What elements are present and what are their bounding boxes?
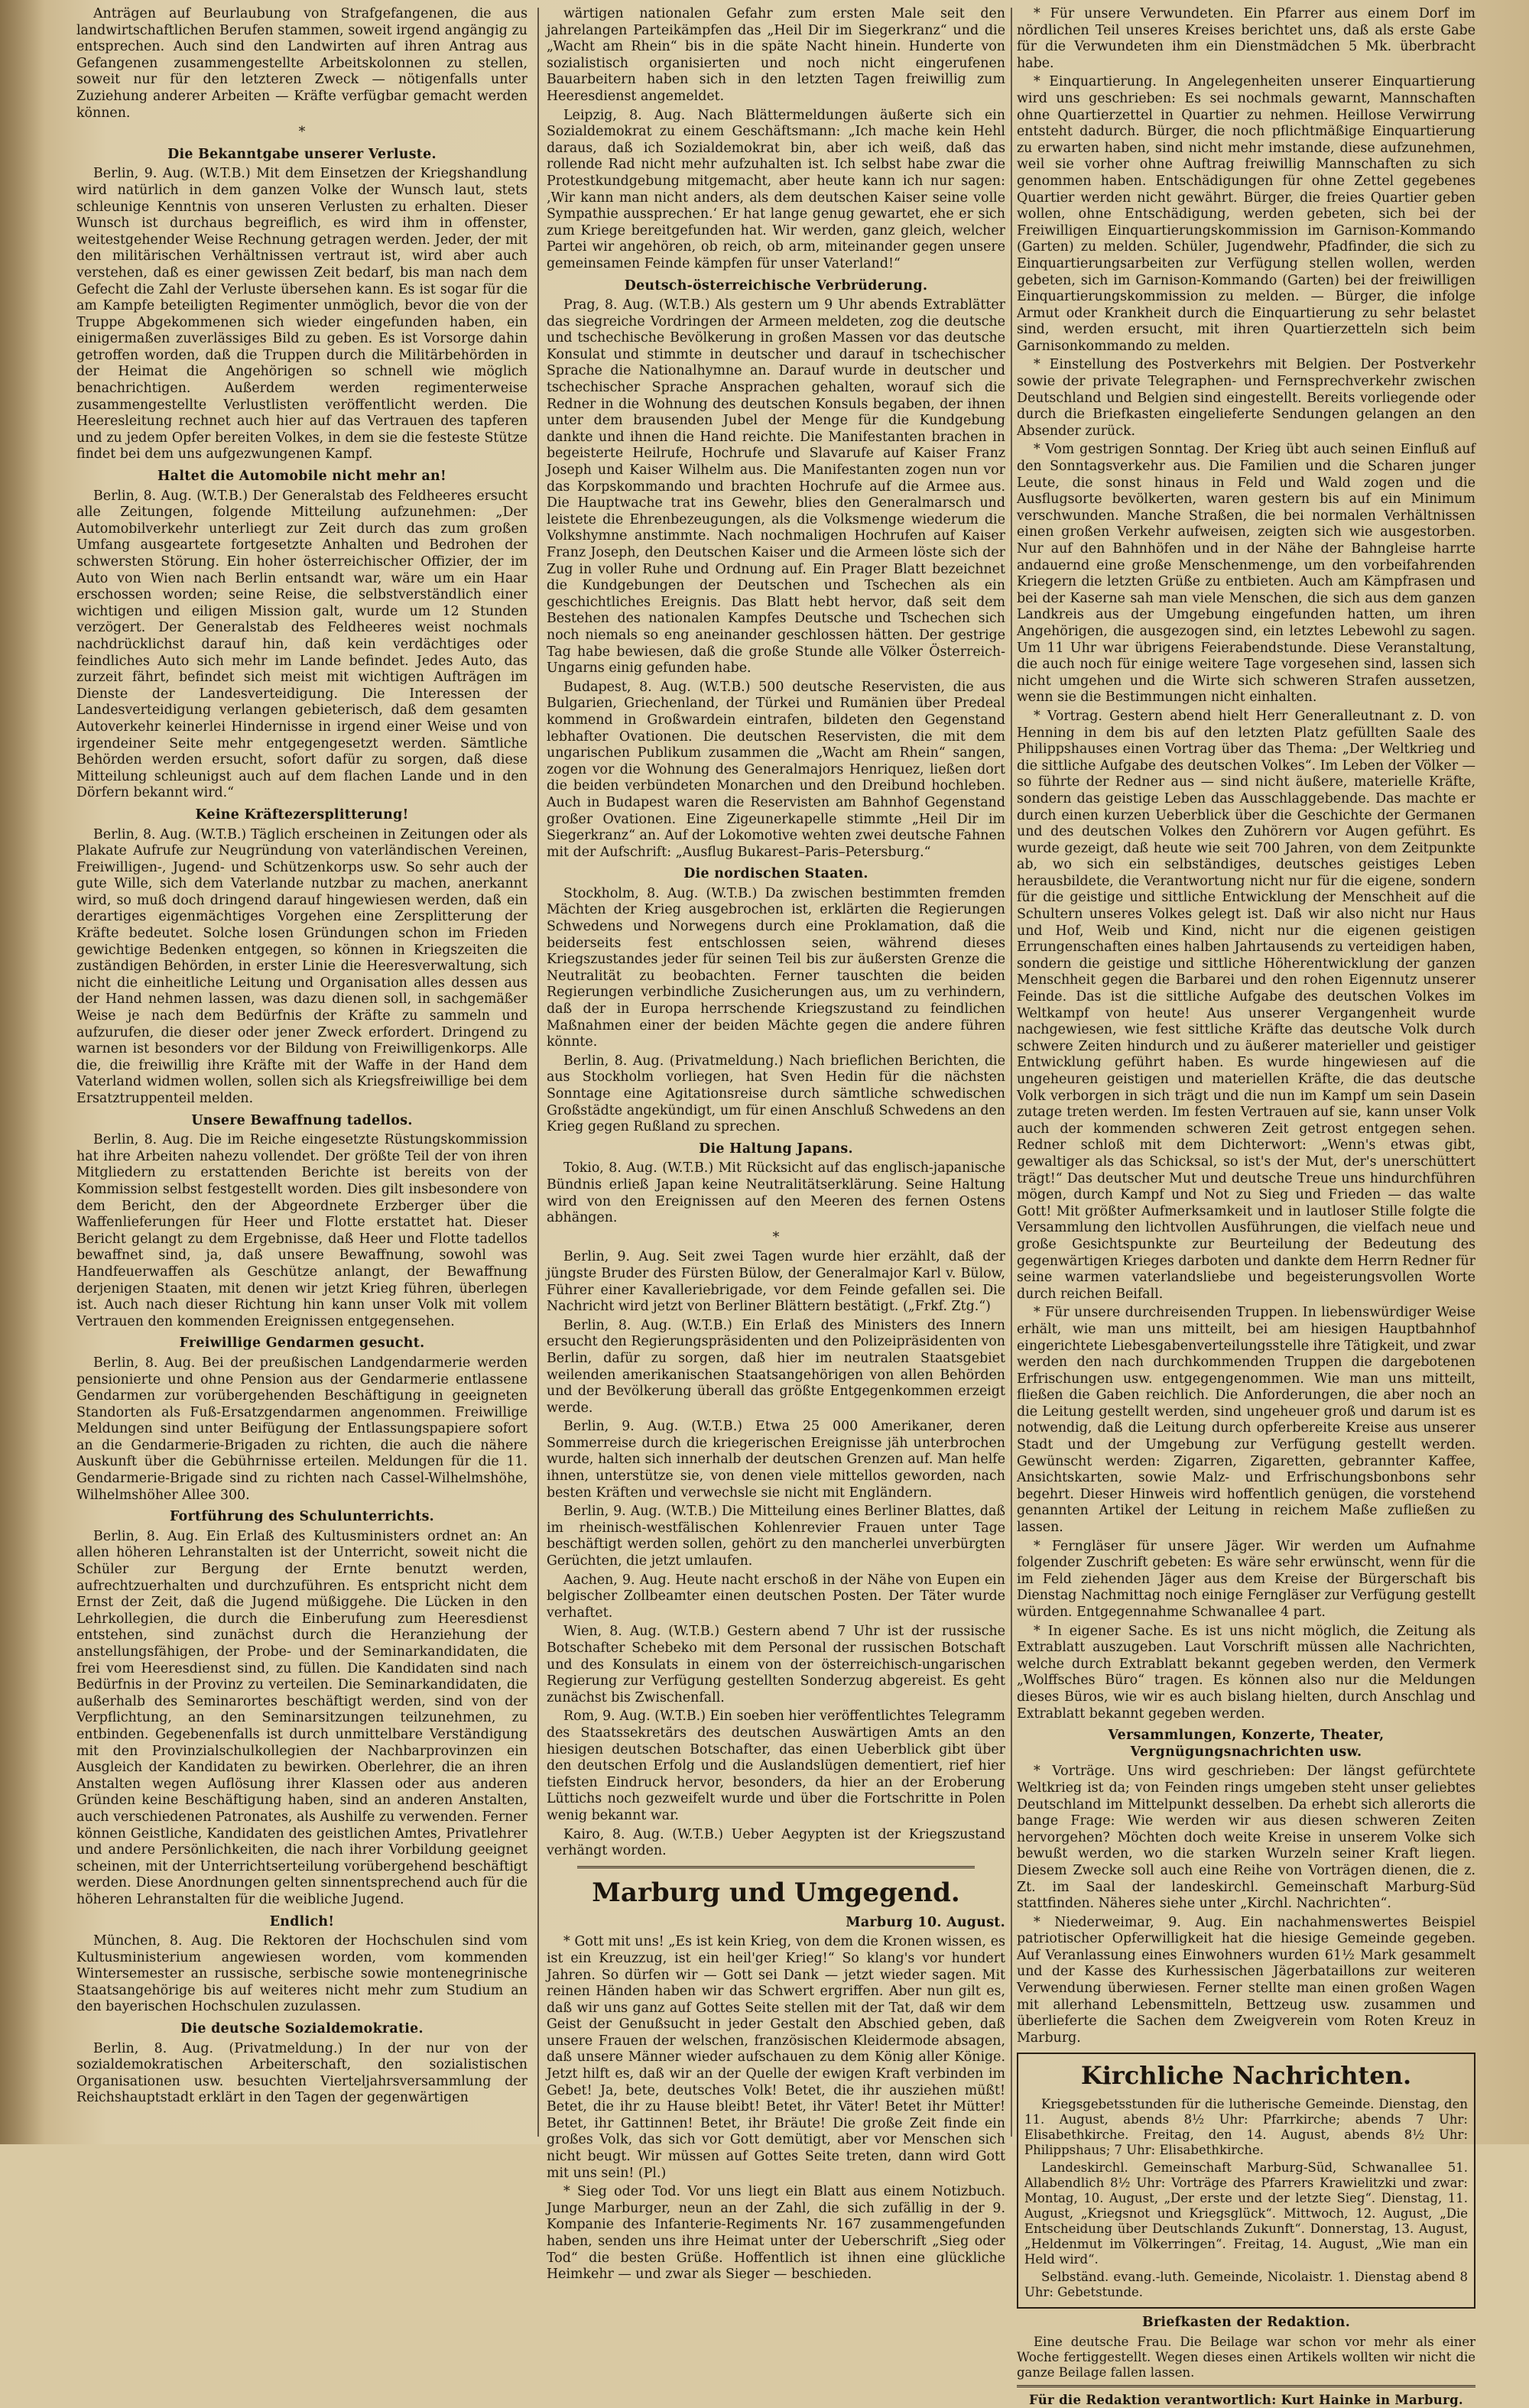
section-heading: Haltet die Automobile nicht mehr an! <box>157 469 446 485</box>
paragraph: Berlin, 8. Aug. (W.T.B.) Der Generalstab des Feldheeres ersucht alle Zeitungen, folgende Mitteilung aufzunehmen: „Der Automobilverkehr unterliegt zur Zeit durch das zum großen Umfang ausgeartete fortgesetzte Anhalten und Bedrohen der schwersten Störung. Ein hoher österreichischer Offizier, der im Auto von Wien nach Berlin entsandt war, wäre um ein Haar erschossen worden; seine Reise, die selbstverständlich einer wichtigen und eiligen Mission galt, wurde um 12 Stunden verzögert. Der Generalstab des Feldheeres weist nochmals nachdrücklichst darauf hin, daß kein verdächtiges oder feindliches Auto sich mehr im Lande befindet. Jedes Auto, das zurzeit fährt, befindet sich meist mit wichtigen Aufträgen im Dienste der Landesverteidigung. Die Interessen der Landesverteidigung verlangen gebieterisch, daß dem gesamten Autoverkehr keinerlei Hindernisse in irgend einer Weise und von irgendeiner Seite mehr entgegengesetzt werden. Sämtliche Behörden werden ersucht, sofort dafür zu sorgen, daß diese Mitteilung schleunigst auch auf dem flachen Lande und in den Dörfern bekannt wird.“ <box>76 488 528 801</box>
paragraph: Rom, 9. Aug. (W.T.B.) Ein soeben hier veröffentlichtes Telegramm des Staatssekretärs des deutschen Auswärtigen Amts an den hiesigen deutschen Botschafter, das einen Ueberblick gibt über den deutschen Erfolg und die Auslandslügen dementiert, rief hier tiefsten Eindruck hervor, besonders, da hier an der Eroberung Lüttichs noch gezweifelt wurde und über die Fortschritte in Polen wenig bekannt war. <box>547 1709 1005 1823</box>
paragraph: Berlin, 8. Aug. (W.T.B.) Täglich erscheinen in Zeitungen oder als Plakate Aufrufe zur Neugründung von vaterländischen Vereinen, Freiwilligen-, Jugend- und Schützenkorps usw. So sehr auch der gute Wille, sich dem Vaterlande nutzbar zu machen, anerkannt wird, so muß doch dringend darauf hingewiesen werden, daß ein derartiges eigenmächtiges Vorgehen eine Zersplitterung der Kräfte bedeutet. Solche losen Gründungen schon im Frieden gewichtige Bedenken entgegen, so können in Kriegszeiten die zuständigen Behörden, in erster Linie die Heeresverwaltung, sich nicht die einheitliche Leitung und Organisation alles dessen aus der Hand nehmen lassen, was dazu dienen soll, in sachgemäßer Weise je nach dem Bedürfnis der Kräfte zu sammeln und aufzurufen, die dieser oder jener Zweck erfordert. Dringend zu warnen ist besonders vor der Bildung von Freiwilligenkorps. Alle die, die freiwillig ihre Kräfte mit der Waffe in der Hand dem Vaterland widmen wollen, sollen sich als Kriegsfreiwillige bei dem Ersatztruppenteil melden. <box>76 826 528 1106</box>
section-heading: Freiwillige Gendarmen gesucht. <box>179 1335 425 1352</box>
church-news-box <box>1017 2053 1475 2309</box>
paragraph: wärtigen nationalen Gefahr zum ersten Male seit den jahrelangen Parteikämpfen das „Heil Dir im Siegerkranz“ und die „Wacht am Rhein“ bis in die späte Nacht hinein. Hunderte von sozialistisch organisierten und noch nicht eingerufenen Bauarbeitern haben sich in den letzten Tagen freiwillig zum Heeresdienst angemeldet. <box>547 6 1005 104</box>
paragraph: * Vortrag. Gestern abend hielt Herr Generalleutnant z. D. von Henning in dem bis auf den letzten Platz gefüllten Saale des Philippshauses einen Vortrag über das Thema: „Der Weltkrieg und die sittliche Aufgabe des deutschen Volkes“. Im Leben der Völker — so führte der Redner aus — sind nicht äußere, materielle Kräfte, sondern das geistige Leben das Ausschlaggebende. Das machte er durch einen kurzen Ueberblick über die Geschichte der Germanen und des deutschen Volkes den Zuhörern vor Augen geführt. Es wurde gezeigt, daß heute wie seit 700 Jahren, von dem Zeitpunkte ab, wo sich ein selbständiges, deutsches geistiges Leben herausbildete, die Verantwortung nicht nur für die eigene, sondern für die geistige und sittliche Entwicklung der Menschheit auf die Schultern unseres Volkes gelegt ist. Daß wir also nicht nur Haus und Hof, Weib und Kind, nicht nur die eigenen geistigen Errungenschaften eines halben Jahrtausends zu verteidigen haben, sondern die geistige und sittliche Höherentwicklung der ganzen Menschheit gegen die Barbarei und den rohen Eigennutz unserer Feinde. Das ist die sittliche Aufgabe des deutschen Volkes im Weltkampf von heute! Aus unserer Vergangenheit wurde nachgewiesen, wie fest sittliche Kräfte das deutsche Volk durch schwere Zeiten hindurch und zu äußerer materieller und geistiger Entwicklung geführt haben. Es wurde hingewiesen auf die ungeheuren geistigen und materiellen Kräfte, die das deutsche Volk verborgen in sich trägt und die nun im Kampf um sein Dasein zutage treten werden. Im festen Vertrauen auf sie, kann unser Volk auch der kommenden schweren Zeit getrost entgegen sehen. Redner schloß mit dem Dichterwort: „Wenn's etwas gibt, gewaltiger als das Schicksal, so ist's der Mut, der's unerschüttert trägt!“ Das deutscher Mut und deutsche Treue uns hindurchführen mögen, durch Kampf und Not zu Sieg und Frieden — das walte Gott! Mit größter Aufmerksamkeit und in lautloser Stille folgte die Versammlung den lichtvollen Ausführungen, die vielfach neue und große Gesichtspunkte zur Beurteilung der Bedeutung des gegenwärtigen Krieges darboten und dankte dem Herrn Redner für seine warmen vaterlandsliebe und begeisterungsvollen Worte durch reichen Beifall. <box>1017 708 1475 1302</box>
paragraph: * Gott mit uns! „Es ist kein Krieg, von dem die Kronen wissen, es ist ein Kreuzzug, ist ein heil'ger Krieg!“ So klang's vor hundert Jahren. So dürfen wir — Gott sei Dank — jetzt wieder sagen. Mit reinen Händen haben wir das Schwert ergriffen. Aber nun gilt es, daß wir uns ganz auf Gottes Seite stellen mit der Tat, daß wir dem Geist der Genußsucht in jeder Gestalt den Abschied geben, daß unsere Frauen der welschen, französischen Kleidermode absagen, daß unsere Männer wieder aufschauen zu dem König aller Könige. Jetzt hilft es, daß wir an der Quelle der ewigen Kraft verbinden im Gebet! Ja, bete, deutsches Volk! Betet, die ihr ausziehen müßt! Betet, die ihr zu Hause bleibt! Betet, ihr Väter! Betet ihr Mütter! Betet, ihr Gattinnen! Betet, ihr Bräute! Die große Zeit finde ein großes Volk, das sich vor Gott demütigt, aber vor Menschen sich nicht beugt. Wir müssen auf Gottes Seite treten, dann wird Gott mit uns sein! (Pl.) <box>547 1934 1005 2181</box>
paragraph: * Für unsere durchreisenden Truppen. In liebenswürdiger Weise erhält, wie man uns mitteilt, bei am hiesigen Hauptbahnhof eingerichtete Liebesgabenverteilungsstelle ihre Tätigkeit, und zwar werden den nach durchkommenden Truppen die dargebotenen Erfrischungen usw. entgegengenommen. Wie man uns mitteilt, fließen die Gaben reichlich. Die Anforderungen, die aber noch an die Leitung gestellt werden, sind ungeheuer groß und darum ist es notwendig, daß die Leitung durch opferbereite Kreise aus unserer Stadt und der Umgebung zur Verfügung gestellt werden. Gewünscht werden: Zigarren, Zigaretten, gebrannter Kaffee, Ansichtskarten, sowie Malz- und Erfrischungsbonbons sehr begehrt. Dieser Hinweis wird hoffentlich genügen, die vorstehend genannten Artikel der Leitung in reichem Maße zufließen zu lassen. <box>1017 1305 1475 1536</box>
section-heading: Die Haltung Japans. <box>699 1141 853 1157</box>
divider <box>577 1866 975 1868</box>
paragraph: * In eigener Sache. Es ist uns nicht möglich, die Zeitung als Extrablatt auszugeben. Laut Vorschrift müssen alle Nachrichten, welche durch Extrablatt bekannt gegeben werden, den Vermerk „Wolffsches Büro“ tragen. Es können also nur die Meldungen dieses Büros, wie wir es auch bislang hielten, durch Anschlag und Extrablatt bekannt gegeben werden. <box>1017 1623 1475 1722</box>
column-rule <box>537 8 539 2137</box>
paragraph: Berlin, 8. Aug. Die im Reiche eingesetzte Rüstungskommission hat ihre Arbeiten nahezu vollendet. Der größte Teil der von ihren Mitgliedern zu erstattenden Berichte ist bereits von der Kommission selbst festgestellt worden. Dies gilt insbesondere von dem Bericht, den der Abgeordnete Erzberger über die Waffenlieferungen für Heer und Flotte erstattet hat. Dieser Bericht gelangt zu dem Ergebnisse, daß Heer und Flotte tadellos bewaffnet sind, ja, daß unsere Bewaffnung, sowohl was Handfeuerwaffen als Geschütze anlangt, der Bewaffnung derjenigen Staaten, mit denen wir jetzt Krieg führen, überlegen ist. Auch nach dieser Richtung hin kann unser Volk mit vollem Vertrauen den kommenden Ereignissen entgegensehen. <box>76 1132 528 1329</box>
paragraph: Kriegsgebetsstunden für die lutherische Gemeinde. Dienstag, den 11. August, abends 8½ Uhr: Pfarrkirche; abends 7 Uhr: Elisabethkirche. Freitag, den 14. August, abends 8½ Uhr: Philippshaus; 7 Uhr: Elisabethkirche. <box>1024 2097 1468 2158</box>
paragraph: * Einstellung des Postverkehrs mit Belgien. Der Postverkehr sowie der private Telegraphen- und Fernsprechverkehr zwischen Deutschland und Belgien sind eingestellt. Bereits vorliegende oder durch die Briefkasten eingelieferte Sendungen gelangen an den Absender zurück. <box>1017 357 1475 439</box>
page-fold-shadow <box>0 0 44 2144</box>
paragraph: Berlin, 8. Aug. (W.T.B.) Ein Erlaß des Ministers des Innern ersucht den Regierungspräsidenten und den Polizeipräsidenten von Berlin, dafür zu sorgen, daß hier im neutralen Staatsgebiet weilenden amerikanischen Staatsangehörigen von allen Behörden und der Bevölkerung überall das größte Entgegenkommen erzeigt werde. <box>547 1317 1005 1416</box>
paragraph: Aachen, 9. Aug. Heute nacht erschoß in der Nähe von Eupen ein belgischer Zollbeamter einen deutschen Posten. Der Täter wurde verhaftet. <box>547 1572 1005 1621</box>
paragraph: Wien, 8. Aug. (W.T.B.) Gestern abend 7 Uhr ist der russische Botschafter Schebeko mit dem Personal der russischen Botschaft und des Konsulats in einem von der österreichisch-ungarischen Regierung zur Verfügung gestellten Sonderzug abgereist. Es geht zunächst bis Zwischenfall. <box>547 1624 1005 1705</box>
paragraph: Tokio, 8. Aug. (W.T.B.) Mit Rücksicht auf das englisch-japanische Bündnis erließ Japan keine Neutralitätserklärung. Seine Haltung wird von den Ereignissen auf den Meeren des fernen Ostens abhängen. <box>547 1160 1005 1226</box>
paragraph: München, 8. Aug. Die Rektoren der Hochschulen sind vom Kultusministerium angewiesen worden, vom kommenden Wintersemester an russische, serbische sowie montenegrinische Staatsangehörige bis auf weiteres nicht mehr zum Studium an den bayerischen Hochschulen zuzulassen. <box>76 1933 528 2015</box>
column-right <box>1017 6 1475 2408</box>
separator: * <box>772 1229 780 1245</box>
paragraph: Berlin, 9. Aug. (W.T.B.) Etwa 25 000 Amerikaner, deren Sommerreise durch die kriegerischen Ereignisse jäh unterbrochen wurde, halten sich innerhalb der deutschen Grenzen auf. Man helfe ihnen, unterstütze sie, von denen viele mittellos geworden, nach besten Kräften und verwechsle sie nicht mit Engländern. <box>547 1419 1005 1501</box>
paragraph: Berlin, 8. Aug. (Privatmeldung.) In der nur von der sozialdemokratischen Arbeiterschaft, den sozialistischen Organisationen usw. besuchten Vierteljahrsversammlung der Reichshauptstadt erklärt in den Tagen der gegenwärtigen <box>76 2040 528 2106</box>
column-middle <box>547 6 1005 2283</box>
paragraph: Anträgen auf Beurlaubung von Strafgefangenen, die aus landwirtschaftlichen Berufen stammen, soweit irgend angängig zu entsprechen. Auch sind den Landwirten auf ihren Antrag aus Gefangenen zusammengestellte Arbeitskolonnen zu stellen, soweit nur für den letzteren Zweck — nötigenfalls unter Zuziehung anderer Arbeiten — Kräfte verfügbar gemacht werden können. <box>76 6 528 121</box>
section-heading: Briefkasten der Redaktion. <box>1141 2315 1351 2331</box>
section-heading: Die deutsche Sozialdemokratie. <box>180 2021 424 2037</box>
paragraph: Berlin, 9. Aug. (W.T.B.) Mit dem Einsetzen der Kriegshandlung wird natürlich in dem ganzen Volke der Wunsch laut, stets schleunige Kenntnis von unseren Verlusten zu erhalten. Dieser Wunsch ist durchaus begreiflich, es wird ihm in offenster, weitestgehender Weise Rechnung getragen werden. Jeder, der mit den militärischen Verhältnissen vertraut ist, wird aber auch verstehen, daß es einer gewissen Zeit bedarf, bis man nach dem Gefecht die Zahl der Verluste übersehen kann. Es ist sogar für die am Kampfe beteiligten Regimenter unmöglich, bevor die von der Truppe Abgekommenen sich wieder eingefunden haben, ein einigermaßen zuverlässiges Bild zu geben. Es ist Vorsorge dahin getroffen worden, daß die Truppen durch die Militärbehörden in der Heimat die Angehörigen so schnell wie möglich benachrichtigen. Außerdem werden regimenterweise zusammengestellte Verlustlisten veröffentlicht werden. Die Heeresleitung rechnet auch hier auf das Vertrauen des tapferen und zu jedem Opfer bereiten Volkes, in dem sie die festeste Stütze findet bei dem uns aufgezwungenen Kampf. <box>76 166 528 462</box>
paragraph: Landeskirchl. Gemeinschaft Marburg-Süd, Schwanallee 51. Allabendlich 8½ Uhr: Vorträge des Pfarrers Krawielitzki und zwar: Montag, 10. August, „Der erste und der letzte Sieg“. Dienstag, 11. August, „Kriegsnot und Kriegsglück“. Mittwoch, 12. August, „Die Entscheidung über Deutschlands Zukunft“. Donnerstag, 13. August, „Heldenmut im Völkerringen“. Freitag, 14. August, „Wie man ein Held wird“. <box>1024 2160 1468 2267</box>
paragraph: Berlin, 8. Aug. Ein Erlaß des Kultusministers ordnet an: An allen höheren Lehranstalten ist der Unterricht, soweit nicht die Schüler zur Bergung der Ernte benutzt werden, aufrechtzuerhalten und durchzuführen. Es entspricht nicht dem Ernst der Zeit, daß die Jugend müßiggehe. Die Lücken in den Lehrkollegien, die durch die Einberufung zum Heeresdienst entstehen, sind zunächst durch die Heranziehung der anstellungsfähigen, der Probe- und der Seminarkandidaten, die frei vom Heeresdienst sind, zu füllen. Die Kandidaten sind nach Bedürfnis in der Provinz zu verteilen. Die Seminarkandidaten, die außerhalb des Seminarortes beschäftigt werden, sind von der Verpflichtung, an den Seminarsitzungen teilzunehmen, zu entbinden. Gegebenenfalls ist durch unmittelbare Verständigung mit den Provinzialschulkollegien der Nachbarprovinzen ein Ausgleich der Kandidaten zu bewirken. Oberlehrer, die an ihren Anstalten wegen Auflösung ihrer Klassen oder aus anderen Gründen keine Beschäftigung haben, sind an anderen Anstalten, auch verschiedenen Patronates, als Aushilfe zu verwenden. Ferner können Geistliche, Kandidaten des geistlichen Amtes, Privatlehrer und andere Persönlichkeiten, die nach ihrer Vorbildung geeignet scheinen, mit der Unterrichtserteilung vorübergehend beschäftigt werden. Diese Anordnungen gelten sinnentsprechend auch für die höheren Lehranstalten für die weibliche Jugend. <box>76 1528 528 1907</box>
column-rule <box>1011 8 1012 2137</box>
paragraph: * Sieg oder Tod. Vor uns liegt ein Blatt aus einem Notizbuch. Junge Marburger, neun an der Zahl, die sich zufällig in der 9. Kompanie des Infanterie-Regiments Nr. 167 zusammengefunden haben, senden uns ihre Heimat unter der Ueberschrift „Sieg oder Tod“ die besten Grüße. Hoffentlich ist ihnen eine glückliche Heimkehr — und zwar als Sieger — beschieden. <box>547 2184 1005 2283</box>
paragraph: Kairo, 8. Aug. (W.T.B.) Ueber Aegypten ist der Kriegszustand verhängt worden. <box>547 1826 1005 1859</box>
section-heading: Keine Kräftezersplitterung! <box>195 806 409 823</box>
section-heading: Die Bekanntgabe unserer Verluste. <box>167 146 437 162</box>
column-left <box>76 6 528 2138</box>
paragraph: Berlin, 8. Aug. Bei der preußischen Landgendarmerie werden pensionierte und ohne Pension aus der Gendarmerie entlassene Gendarmen zur vorübergehenden Beschäftigung in geeigneten Standorten als Fuß-Ersatzgendarmen angenommen. Freiwillige Meldungen sind unter Beifügung der Entlassungspapiere sofort an die Gendarmerie-Brigaden zu richten, die auch die nähere Auskunft über die Gebührnisse erteilen. Meldungen für die 11. Gendarmerie-Brigade sind zu richten nach Cassel-Wilhelmshöhe, Wilhelmshöher Allee 300. <box>76 1355 528 1503</box>
section-heading: Deutsch-österreichische Verbrüderung. <box>624 277 928 294</box>
imprint: Für die Redaktion verantwortlich: Kurt Hainke in Marburg. <box>1029 2393 1463 2408</box>
paragraph: Stockholm, 8. Aug. (W.T.B.) Da zwischen bestimmten fremden Mächten der Krieg ausgebrochen ist, erklärten die Regierungen Schwedens und Norwegens durch eine Proklamation, daß die beiderseits fest entschlossen seien, während dieses Kriegszustandes jeder für seinen Teil bis zur äußersten Grenze die Neutralität zu beobachten. Ferner tauschten die beiden Regierungen verbindliche Zusicherungen aus, um zu verhindern, daß der in Europa herrschende Kriegszustand zu feindlichen Maßnahmen einer der beiden Mächte gegen die andere führen könnte. <box>547 885 1005 1050</box>
dateline: Marburg 10. August. <box>846 1914 1005 1930</box>
section-heading: Endlich! <box>269 1913 335 1929</box>
church-news-title: Kirchliche Nachrichten. <box>1080 2061 1412 2091</box>
section-heading: Die nordischen Staaten. <box>683 866 868 882</box>
separator: * <box>298 125 306 141</box>
paragraph: * Ferngläser für unsere Jäger. Wir werden um Aufnahme folgender Zuschrift gebeten: Es wäre sehr erwünscht, wenn für die im Feld ziehenden Jäger aus dem Kreise der Bürgerschaft bis Dienstag Nachmittag noch einige Ferngläser zur Verfügung gestellt würden. Entgegennahme Schwanallee 4 part. <box>1017 1538 1475 1620</box>
paragraph: Berlin, 9. Aug. (W.T.B.) Die Mitteilung eines Berliner Blattes, daß im rheinisch-westfälischen Kohlenrevier Frauen unter Tage beschäftigt werden sollen, gehört zu den mancherlei unverbürgten Gerüchten, die jetzt umlaufen. <box>547 1504 1005 1569</box>
paragraph: Berlin, 8. Aug. (Privatmeldung.) Nach brieflichen Berichten, die aus Stockholm vorliegen, hat Sven Hedin für die nächsten Sonntage eine Agitationsreise durch sämtliche schwedischen Großstädte angekündigt, um für einen Anschluß Schwedens an den Krieg gegen Rußland zu sprechen. <box>547 1053 1005 1135</box>
paragraph: * Für unsere Verwundeten. Ein Pfarrer aus einem Dorf im nördlichen Teil unseres Kreises berichtet uns, daß als erste Gabe für die Verwundeten ihm ein Dienstmädchen 5 Mk. überbracht habe. <box>1017 6 1475 71</box>
paragraph: Prag, 8. Aug. (W.T.B.) Als gestern um 9 Uhr abends Extrablätter das siegreiche Vordringen der Armeen meldeten, zog die deutsche und tschechische Bevölkerung in großen Massen vor das deutsche Konsulat und stimmte in deutscher und darauf in tschechischer Sprache die Nationalhymne an. Darauf wurde in deutscher und tschechischer Sprache Ansprachen gehalten, worauf sich die Redner in die Wohnung des deutschen Konsuls begaben, der ihnen unter dem brausenden Jubel der Menge für die Kundgebung dankte und ihnen die Hand reichte. Die Manifestanten brachen in begeisterte Heilrufe, Hochrufe und Slavarufe auf Kaiser Franz Joseph und Kaiser Wilhelm aus. Die Manifestanten zogen nun vor das Korpskommando und brachten Hochrufe auf die Armee aus. Die Hauptwache trat ins Gewehr, blies den Generalmarsch und leistete die Ehrenbezeugungen, als die Volksmenge wiederum die Volkshymne anstimmte. Nach nochmaligen Hochrufen auf Kaiser Franz Joseph, den Deutschen Kaiser und die Armeen löste sich der Zug in voller Ruhe und Ordnung auf. Ein Prager Blatt bezeichnet die Kundgebungen der Deutschen und Tschechen als ein geschichtliches Ereignis. Das Blatt hebt hervor, daß seit dem Bestehen des nationalen Kampfes Deutsche und Tschechen sich noch niemals so eng aneinander geschlossen hätten. Der gestrige Tag habe bewiesen, daß die große Stunde alle Völker Österreich-Ungarns einig gefunden habe. <box>547 297 1005 677</box>
paragraph: * Vom gestrigen Sonntag. Der Krieg übt auch seinen Einfluß auf den Sonntagsverkehr aus. Die Familien und die Scharen junger Leute, die sonst hinaus in Feld und Wald zogen und die Ausflugsorte bevölkerten, waren gestern bis auf ein Minimum verschwunden. Manche Straßen, die bei normalen Verhältnissen einen großen Verkehr aufweisen, zeigten sich wie ausgestorben. Nur auf den Bahnhöfen und in der Nähe der Bahngleise harrte andauernd eine große Menschenmenge, um den vorbeifahrenden Kriegern die letzten Grüße zu entbieten. Auch am Kämpfrasen und bei der Kaserne sah man viele Menschen, die sich aus dem ganzen Landkreis aus der Umgebung eingefunden hatten, um ihren Angehörigen, die ausgezogen sind, ein letztes Lebewohl zu sagen. Um 11 Uhr war übrigens Feierabendstunde. Diese Veranstaltung, die auch noch für einige weitere Tage vorgesehen sind, lassen sich nicht umgehen und die Wirte sich schweren Strafen aussetzen, wenn sie die Bestimmungen nicht einhalten. <box>1017 442 1475 706</box>
paragraph: Leipzig, 8. Aug. Nach Blättermeldungen äußerte sich ein Sozialdemokrat zu einem Geschäftsmann: „Ich mache kein Hehl daraus, daß ich Sozialdemokrat bin, aber ich weiß, daß das rollende Rad nicht mehr aufzuhalten ist. Ich selbst habe zwar die Protestkundgebung mitgemacht, aber heute kann ich nur sagen: ‚Wir kann man nicht anders, als dem deutschen Kaiser seine volle Sympathie aussprechen.‘ Er hat lange genug gewartet, ehe er sich zum Kriege bereitgefunden hat. Wir werden, ganz gleich, welcher Partei wir angehören, ob reich, ob arm, miteinander gegen unsere gemeinsamen Feinde kämpfen für unser Vaterland!“ <box>547 107 1005 271</box>
paragraph: * Einquartierung. In Angelegenheiten unserer Einquartierung wird uns geschrieben: Es sei nochmals gewarnt, Mannschaften ohne Quartierzettel in Quartier zu nehmen. Heillose Verwirrung entsteht dadurch. Bürger, die noch pflichtmäßige Einquartierung zu erwarten haben, sind nicht mehr imstande, diese aufzunehmen, weil sie vorher ohne Auftrag freiwillig Mannschaften zu sich genommen haben. Entschädigungen für ohne Zettel gegebenes Quartier werden nicht gewährt. Bürger, die freies Quartier geben wollen, ohne Entschädigung, werden gebeten, sich bei der Freiwilligen Einquartierungskommission im Garnison-Kommando (Garten) zu melden. Schüler, Jugendwehr, Pfadfinder, die sich zu Einquartierungsarbeiten zur Verfügung stellen wollen, werden gebeten, sich im Garnison-Kommando (Garten) bei der freiwilligen Einquartierungskommission zu melden. — Bürger, die infolge Armut oder Krankheit durch die Einquartierung zu sehr belastet sind, werden ersucht, mit ihren Quartierzetteln sich beim Garnisonkommando zu melden. <box>1017 74 1475 354</box>
section-heading: Versammlungen, Konzerte, Theater, Vergnügungsnachrichten usw. <box>1108 1728 1385 1760</box>
section-heading: Unsere Bewaffnung tadellos. <box>191 1112 413 1128</box>
paragraph: * Vorträge. Uns wird geschrieben: Der längst gefürchtete Weltkrieg ist da; von Feinden rings umgeben steht unser geliebtes Deutschland im Mittelpunkt desselben. Da erhebt sich allerorts die bange Frage: Wie werden wir aus diesen schweren Zeiten hervorgehen? Möchten doch weite Kreise in unserem Volke sich bewußt werden, wo die starken Wurzeln seiner Kraft liegen. Diesem Zwecke soll auch eine Reihe von Vorträgen dienen, die z. Zt. im Saal der landeskirchl. Gemeinschaft Marburg-Süd stattfinden. Näheres siehe unter „Kirchl. Nachrichten“. <box>1017 1764 1475 1912</box>
paragraph: Budapest, 8. Aug. (W.T.B.) 500 deutsche Reservisten, die aus Bulgarien, Griechenland, der Türkei und Rumänien über Predeal kommend in Großwardein eintrafen, bildeten den Gegenstand lebhafter Ovationen. Die deutschen Reservisten, die mit dem ungarischen Publikum zusammen die „Wacht am Rhein“ sangen, zogen vor die Wohnung des Generalmajors Henriquez, ließen dort die beiden verbündeten Monarchen und den Dreibund hochleben. Auch in Budapest waren die Reservisten am Bahnhof Gegenstand großer Ovationen. Eine Zigeunerkapelle stimmte „Heil Dir im Siegerkranz“ an. Auf der Lokomotive wehten zwei deutsche Fahnen mit der Aufschrift: „Ausflug Bukarest–Paris–Petersburg.“ <box>547 679 1005 860</box>
section-heading: Fortführung des Schulunterrichts. <box>169 1509 435 1525</box>
paragraph: Selbständ. evang.-luth. Gemeinde, Nicolaistr. 1. Dienstag abend 8 Uhr: Gebetstunde. <box>1024 2270 1468 2300</box>
paragraph: Berlin, 9. Aug. Seit zwei Tagen wurde hier erzählt, daß der jüngste Bruder des Fürsten Bülow, der Generalmajor Karl v. Bülow, Führer einer Kavalleriebrigade, vor dem Feinde gefallen sei. Die Nachricht wird jetzt von Berliner Blättern bestätigt. („Frkf. Ztg.“) <box>547 1249 1005 1315</box>
local-section-title: Marburg und Umgegend. <box>592 1877 960 1908</box>
paragraph: Eine deutsche Frau. Die Beilage war schon vor mehr als einer Woche fertiggestellt. Wegen dieses einen Artikels wollten wir nicht die ganze Beilage fallen lassen. <box>1017 2335 1475 2380</box>
divider <box>1017 2385 1475 2387</box>
paragraph: * Niederweimar, 9. Aug. Ein nachahmenswertes Beispiel patriotischer Opferwilligkeit hat die hiesige Gemeinde gegeben. Auf Veranlassung eines Einwohners wurden 61½ Mark gesammelt und der Kasse des Kurhessischen Jägerbataillons zur weiteren Verwendung überwiesen. Ferner stellte man einen großen Wagen mit allerhand Lebensmitteln, Bettzeug usw. zusammen und überlieferte die Sachen dem Zweigverein vom Roten Kreuz in Marburg. <box>1017 1914 1475 2046</box>
